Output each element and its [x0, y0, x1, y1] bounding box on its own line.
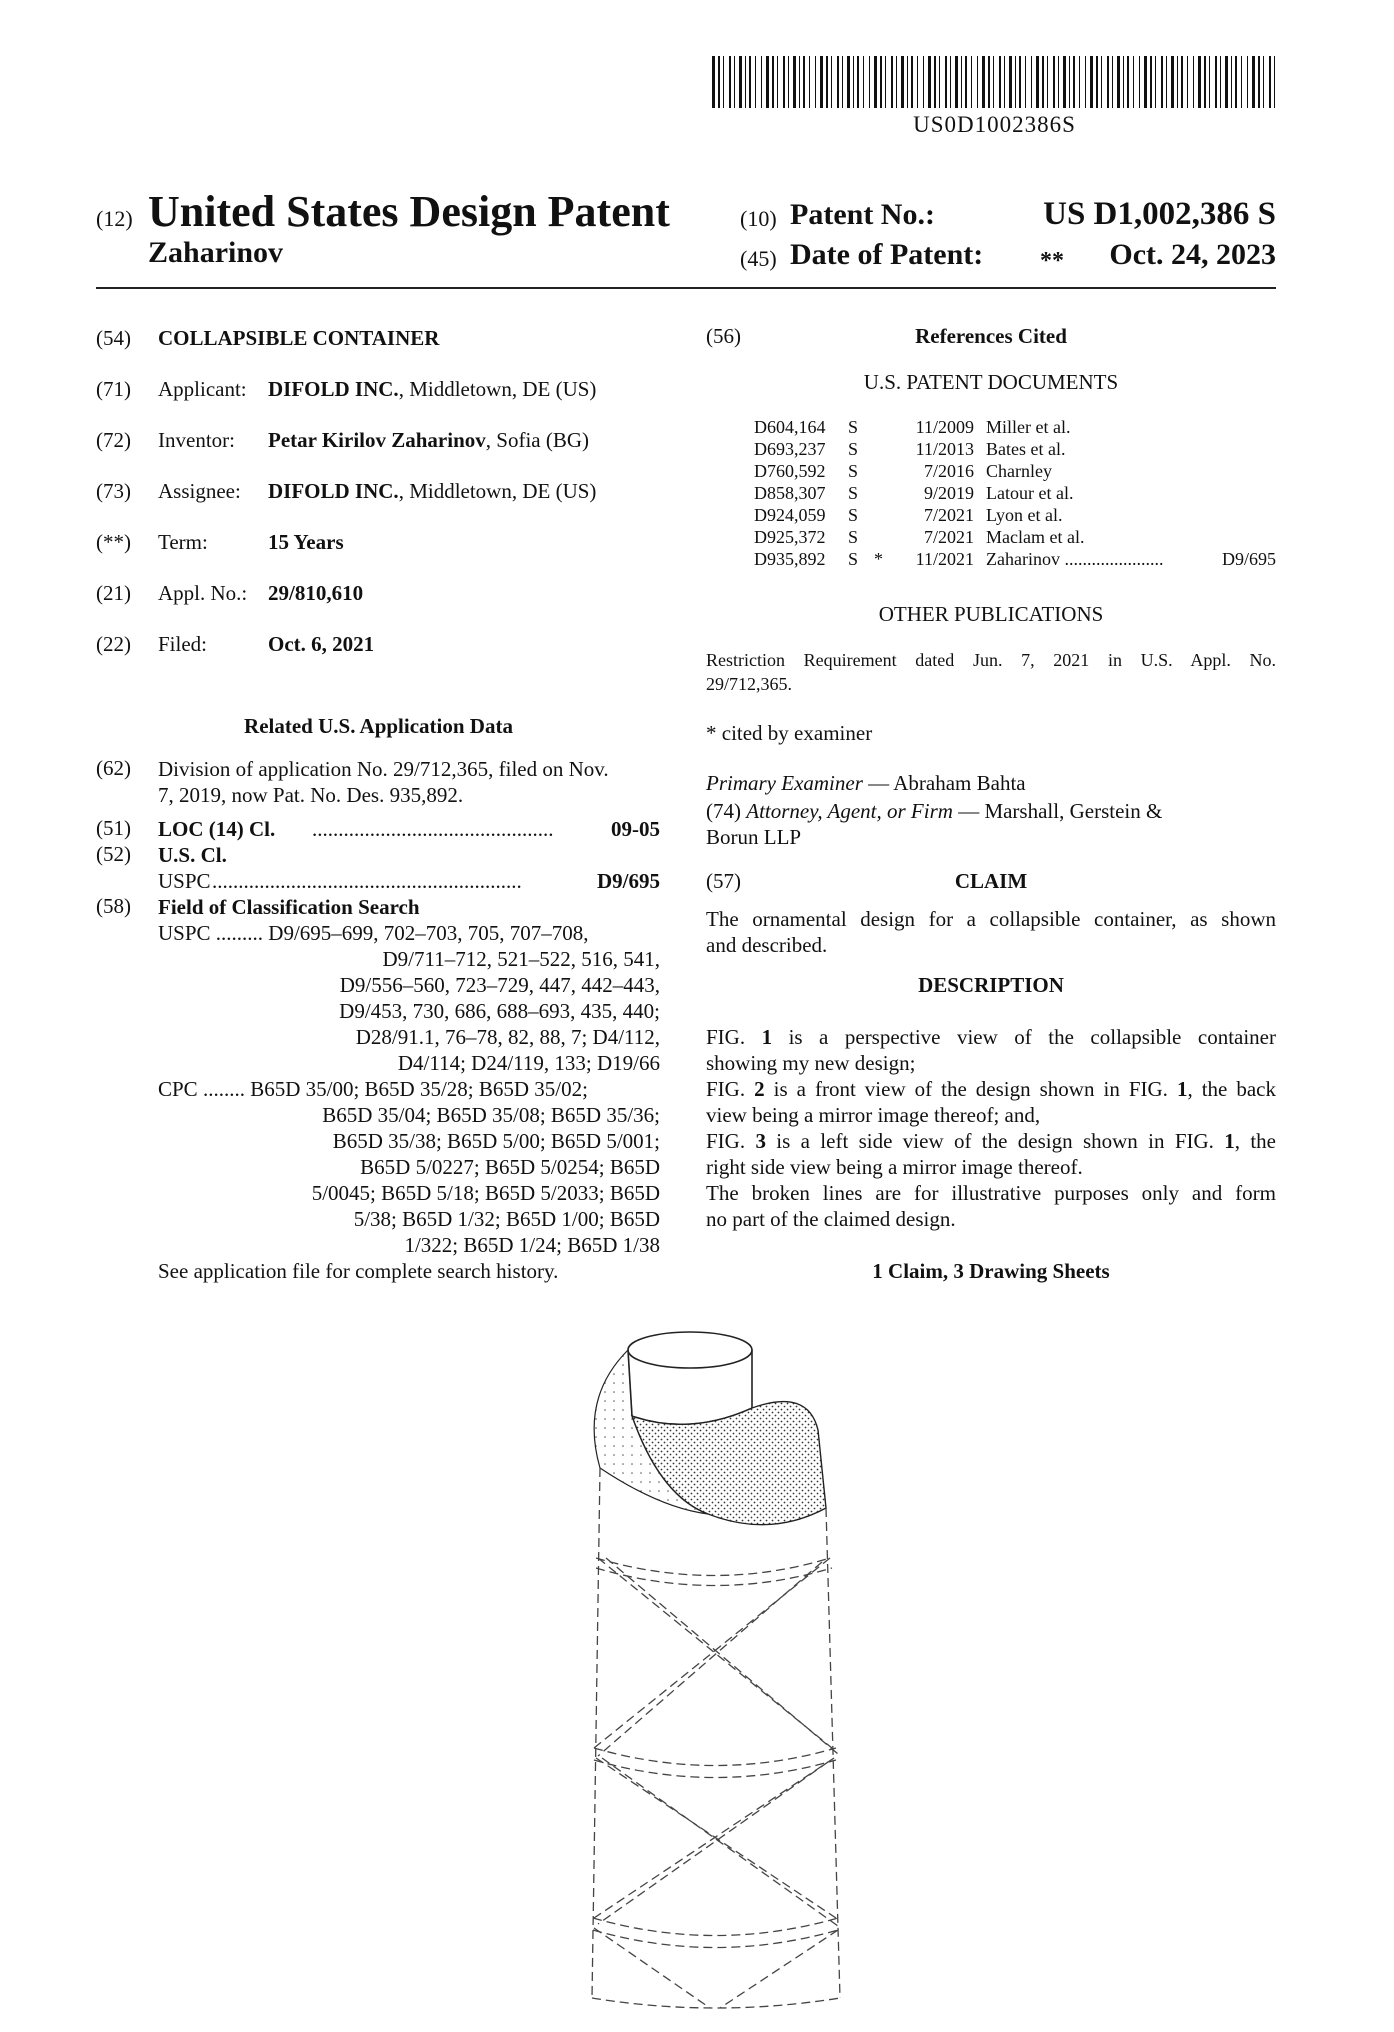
appl-no-code: (21): [96, 581, 131, 605]
barcode-bar: [1063, 56, 1066, 108]
other-publications-heading: OTHER PUBLICATIONS: [878, 602, 1104, 626]
term-value: 15 Years: [268, 530, 344, 554]
barcode-bar: [788, 56, 789, 108]
barcode-bar: [1127, 56, 1129, 108]
barcode-bar: [766, 56, 769, 108]
barcode-bar: [1252, 56, 1255, 108]
barcode-bar: [1123, 56, 1124, 108]
barcode-bar: [1031, 56, 1032, 108]
barcode-bar: [820, 56, 823, 108]
barcode-bar: [739, 56, 742, 108]
primary-examiner: [706, 770, 1026, 796]
neck-rim: [628, 1332, 752, 1368]
barcode-bar: [1096, 56, 1098, 108]
barcode-bar: [874, 56, 877, 108]
cpc-line: CPC ........ B65D 35/00; B65D 35/28; B65D 35/02;: [158, 1077, 588, 1101]
date-of-patent: Oct. 24, 2023: [1109, 238, 1276, 271]
us-patent-documents-heading: U.S. PATENT DOCUMENTS: [863, 370, 1119, 394]
barcode-bar: [880, 56, 882, 108]
barcode-bar: [907, 56, 908, 108]
reference-date: 7/2021: [923, 505, 974, 525]
description-line: The broken lines are for illustrative purposes only and form: [706, 1181, 1276, 1205]
reference-kind: S: [848, 505, 859, 525]
loc-code: (51): [96, 816, 131, 840]
barcode-bar: [1058, 56, 1059, 108]
barcode-bar: [950, 56, 951, 108]
filed-label: Filed:: [158, 632, 208, 656]
header-rule: [96, 287, 1276, 289]
applicant-name: DIFOLD INC.: [268, 377, 399, 401]
barcode-bar: [1235, 56, 1237, 108]
us-cl-label: U.S. Cl.: [158, 843, 227, 867]
barcode-bar: [826, 56, 828, 108]
reference-name: Lyon et al.: [986, 505, 1063, 525]
description-text: [706, 1024, 1276, 1232]
reference-row: [706, 526, 1276, 548]
barcode-bar: [901, 56, 904, 108]
uspc-line: D4/114; D24/119, 133; D19/66: [397, 1051, 660, 1075]
reference-row: [706, 460, 1276, 482]
title-code: (54): [96, 326, 131, 350]
reference-kind: S: [848, 461, 859, 481]
barcode-bar: [1177, 56, 1178, 108]
barcode-bar: [1231, 56, 1232, 108]
claim-text: [706, 906, 1276, 958]
reference-number: D924,059: [754, 505, 826, 525]
reference-kind: S: [848, 549, 859, 569]
field-uspc-lines: [158, 920, 660, 1076]
barcode-bar: [1073, 56, 1075, 108]
assignee-code: (73): [96, 479, 131, 503]
cpc-line: 5/38; B65D 1/32; B65D 1/00; B65D: [353, 1207, 660, 1231]
inventor-value: [268, 428, 589, 453]
barcode-bar: [1009, 56, 1012, 108]
uspc-line: D28/91.1, 76–78, 82, 88, 7; D4/112,: [355, 1025, 660, 1049]
barcode-bar: [917, 56, 918, 108]
reference-row: [706, 438, 1276, 460]
barcode-bar: [1025, 56, 1026, 108]
barcode-bar: [837, 56, 839, 108]
barcode-bar: [1161, 56, 1163, 108]
inventor-surname: Zaharinov: [148, 236, 284, 269]
reference-date: 11/2009: [915, 417, 974, 437]
assignee-value: [268, 479, 596, 504]
barcode-bar: [1241, 56, 1242, 108]
primary-examiner-name: — Abraham Bahta: [862, 771, 1026, 795]
patent-title: COLLAPSIBLE CONTAINER: [158, 326, 440, 350]
barcode-bar: [815, 56, 816, 108]
barcode-bar: [749, 56, 751, 108]
reference-name: Bates et al.: [986, 439, 1066, 459]
attorney-line: [706, 798, 1162, 824]
barcode-bar: [1150, 56, 1152, 108]
barcode-bar: [1181, 56, 1183, 108]
barcode-bar: [1187, 56, 1188, 108]
barcode-bar: [928, 56, 931, 108]
barcode-bar: [1193, 56, 1194, 108]
claim-heading: CLAIM: [954, 869, 1028, 893]
barcode-bar: [977, 56, 978, 108]
barcode-bar: [761, 56, 762, 108]
reference-number: D604,164: [754, 417, 826, 437]
references-code: (56): [706, 324, 741, 348]
barcode-bar: [1220, 56, 1221, 108]
reference-number: D693,237: [754, 439, 826, 459]
reference-marker: *: [874, 549, 883, 569]
barcode-bar: [1274, 56, 1275, 108]
field-cpc-lines: [158, 1076, 660, 1258]
barcode-bar: [1090, 56, 1093, 108]
barcode-bar: [1215, 56, 1217, 108]
code-10: (10): [740, 206, 777, 231]
division-line-2: 7, 2019, now Pat. No. Des. 935,892.: [158, 783, 464, 807]
barcode-bar: [1112, 56, 1113, 108]
barcode-bar: [1247, 56, 1248, 108]
field-code: (58): [96, 894, 131, 918]
barcode-bar: [869, 56, 870, 108]
barcode-bar: [842, 56, 843, 108]
barcode-bar: [971, 56, 972, 108]
related-heading: Related U.S. Application Data: [244, 714, 513, 738]
document-type: United States Design Patent: [148, 187, 670, 236]
field-label: Field of Classification Search: [158, 895, 420, 919]
applicant-location: , Middletown, DE (US): [398, 377, 597, 401]
barcode-bar: [988, 56, 990, 108]
barcode-bar: [961, 56, 962, 108]
barcode-bar: [939, 56, 940, 108]
code-12: (12): [96, 206, 133, 231]
barcode-bar: [863, 56, 864, 108]
loc-value: 09-05: [611, 817, 660, 841]
reference-date: 11/2013: [915, 439, 974, 459]
uspc-line: D9/711–712, 521–522, 516, 541,: [382, 947, 660, 971]
other-publication: [706, 648, 1276, 696]
patent-number-label: Patent No.:: [790, 198, 935, 231]
applicant-label: Applicant:: [158, 377, 247, 401]
references-table: [706, 416, 1276, 570]
reference-number: D760,592: [754, 461, 826, 481]
barcode-bar: [1117, 56, 1120, 108]
division-code: (62): [96, 756, 131, 780]
barcode-bar: [965, 56, 967, 108]
reference-number: D925,372: [754, 527, 826, 547]
references-heading: References Cited: [915, 324, 1067, 348]
uspc-line: D9/453, 730, 686, 688–693, 435, 440;: [339, 999, 660, 1023]
attorney-name-line-1: — Marshall, Gerstein &: [952, 799, 1163, 823]
us-cl-value: D9/695: [597, 869, 660, 893]
barcode-bar: [945, 56, 947, 108]
barcode-bar: [853, 56, 854, 108]
search-history-note: See application file for complete search history.: [158, 1259, 559, 1283]
reference-kind: S: [848, 527, 859, 547]
description-line: FIG. 3 is a left side view of the design shown in FIG. 1, the: [706, 1129, 1276, 1153]
barcode-bar: [955, 56, 958, 108]
cited-by-examiner-note: * cited by examiner: [706, 721, 873, 745]
reference-number: D935,892: [754, 549, 826, 569]
barcode-bar: [847, 56, 850, 108]
appl-no-label: Appl. No.:: [158, 581, 248, 605]
claim-code: (57): [706, 869, 741, 893]
description-line: showing my new design;: [706, 1051, 916, 1075]
barcode-bar: [857, 56, 859, 108]
reference-date: 7/2016: [923, 461, 974, 481]
barcode-bar: [799, 56, 800, 108]
reference-row: [706, 548, 1276, 570]
barcode-bar: [896, 56, 897, 108]
barcode-bar: [999, 56, 1001, 108]
reference-kind: S: [848, 483, 859, 503]
barcode-bar: [1019, 56, 1021, 108]
inventor-code: (72): [96, 428, 131, 452]
reference-name: Zaharinov ......................: [986, 549, 1164, 569]
uspc-line: USPC ......... D9/695–699, 702–703, 705, 707–708,: [158, 921, 589, 945]
barcode-bar: [1225, 56, 1228, 108]
other-publication-line-2: 29/712,365.: [706, 674, 793, 694]
date-of-patent-label: Date of Patent:: [790, 238, 984, 271]
barcode-bar: [793, 56, 796, 108]
barcode-bar: [1171, 56, 1174, 108]
code-45: (45): [740, 246, 777, 271]
us-cl-code: (52): [96, 842, 131, 866]
container-perspective-drawing: [540, 1318, 920, 2018]
barcode-bar: [809, 56, 810, 108]
applicant-value: [268, 377, 596, 402]
barcode-bar: [777, 56, 778, 108]
loc-label: LOC (14) Cl.: [158, 817, 276, 841]
barcode-bar: [1155, 56, 1156, 108]
barcode-bar: [1258, 56, 1260, 108]
barcode-bar: [803, 56, 805, 108]
inventor-label: Inventor:: [158, 428, 235, 452]
reference-row: [706, 416, 1276, 438]
cpc-line: B65D 5/0227; B65D 5/0254; B65D: [360, 1155, 660, 1179]
appl-no-value: 29/810,610: [268, 581, 364, 605]
primary-examiner-label: Primary Examiner: [706, 771, 863, 795]
body-broken-lines: [592, 1468, 840, 2008]
reference-date: 9/2019: [923, 483, 974, 503]
term-label: Term:: [158, 530, 208, 554]
barcode-bar: [1015, 56, 1016, 108]
assignee-label: Assignee:: [158, 479, 241, 503]
loc-dots: ..............................................: [312, 817, 554, 841]
cpc-line: B65D 35/04; B65D 35/08; B65D 35/36;: [322, 1103, 660, 1127]
inventor-location: , Sofia (BG): [485, 428, 590, 452]
neck-wall: [628, 1350, 752, 1416]
barcode-bar: [911, 56, 913, 108]
barcode-bar: [1107, 56, 1109, 108]
assignee-name: DIFOLD INC.: [268, 479, 399, 503]
reference-name: Charnley: [986, 461, 1052, 481]
barcode-bar: [755, 56, 756, 108]
reference-name: Maclam et al.: [986, 527, 1085, 547]
barcode-bar: [1198, 56, 1201, 108]
cpc-line: B65D 35/38; B65D 5/00; B65D 5/001;: [332, 1129, 660, 1153]
barcode-bar: [1004, 56, 1005, 108]
us-cl-sub: USPC: [158, 869, 211, 893]
applicant-code: (71): [96, 377, 131, 401]
barcode-bar: [1042, 56, 1044, 108]
description-line: FIG. 2 is a front view of the design shown in FIG. 1, the back: [706, 1077, 1277, 1101]
uspc-line: D9/556–560, 723–729, 447, 442–443,: [339, 973, 660, 997]
barcode-bar: [718, 56, 720, 108]
reference-number: D858,307: [754, 483, 826, 503]
barcode-bar: [1036, 56, 1039, 108]
inventor-name: Petar Kirilov Zaharinov: [268, 428, 486, 452]
claim-line-2: and described.: [706, 933, 828, 957]
assignee-location: , Middletown, DE (US): [398, 479, 597, 503]
barcode-bar: [1101, 56, 1102, 108]
reference-name: Miller et al.: [986, 417, 1071, 437]
barcode-bar: [1069, 56, 1070, 108]
barcode-bar: [745, 56, 746, 108]
shoulder-panel: [632, 1402, 826, 1525]
description-line: right side view being a mirror image thereof.: [706, 1155, 1083, 1179]
barcode-bar: [1263, 56, 1264, 108]
attorney-name-line-2: Borun LLP: [706, 825, 802, 849]
barcode-bar: [923, 56, 924, 108]
barcode: [712, 56, 1277, 108]
barcode-bar: [1166, 56, 1167, 108]
barcode-bar: [783, 56, 785, 108]
barcode-bar: [1079, 56, 1080, 108]
barcode-bar: [993, 56, 994, 108]
reference-kind: S: [848, 439, 859, 459]
barcode-bar: [1085, 56, 1086, 108]
description-line: FIG. 1 is a perspective view of the collapsible container: [706, 1025, 1276, 1049]
barcode-bar: [1204, 56, 1206, 108]
division-text: [158, 756, 668, 808]
barcode-bar: [1269, 56, 1271, 108]
date-marker: **: [1040, 248, 1064, 274]
description-line: no part of the claimed design.: [706, 1207, 956, 1231]
barcode-number: US0D1002386S: [913, 112, 1076, 137]
barcode-bar: [1144, 56, 1147, 108]
other-publication-line-1: Restriction Requirement dated Jun. 7, 2021 in U.S. Appl. No.: [706, 650, 1276, 670]
us-cl-dots: ...........................................................: [212, 869, 522, 893]
barcode-bar: [1133, 56, 1134, 108]
barcode-bar: [723, 56, 724, 108]
barcode-bar: [729, 56, 731, 108]
reference-row: [706, 482, 1276, 504]
reference-date: 11/2021: [915, 549, 974, 569]
filed-code: (22): [96, 632, 131, 656]
reference-row: [706, 504, 1276, 526]
barcode-bar: [1139, 56, 1140, 108]
description-heading: DESCRIPTION: [918, 973, 1064, 997]
description-line: view being a mirror image thereof; and,: [706, 1103, 1041, 1127]
barcode-bar: [1053, 56, 1055, 108]
barcode-bar: [934, 56, 936, 108]
claim-line-1: The ornamental design for a collapsible container, as shown: [706, 907, 1276, 931]
barcode-bar: [1209, 56, 1210, 108]
patent-number: US D1,002,386 S: [1043, 196, 1276, 232]
cpc-line: 5/0045; B65D 5/18; B65D 5/2033; B65D: [311, 1181, 660, 1205]
barcode-bar: [891, 56, 893, 108]
attorney-code: (74): [706, 799, 741, 823]
attorney-label: Attorney, Agent, or Firm: [746, 799, 953, 823]
term-code: (**): [96, 530, 131, 554]
reference-class: D9/695: [1222, 549, 1276, 569]
barcode-bar: [885, 56, 886, 108]
barcode-bar: [982, 56, 985, 108]
reference-kind: S: [848, 417, 859, 437]
barcode-bar: [1047, 56, 1048, 108]
filed-value: Oct. 6, 2021: [268, 632, 375, 656]
reference-date: 7/2021: [923, 527, 974, 547]
claims-sheets-summary: 1 Claim, 3 Drawing Sheets: [872, 1259, 1110, 1283]
reference-name: Latour et al.: [986, 483, 1074, 503]
cpc-line: 1/322; B65D 1/24; B65D 1/38: [404, 1233, 660, 1257]
barcode-bar: [772, 56, 774, 108]
barcode-bar: [712, 56, 715, 108]
barcode-bar: [734, 56, 735, 108]
division-line-1: Division of application No. 29/712,365, filed on Nov.: [158, 757, 609, 781]
barcode-bar: [831, 56, 832, 108]
